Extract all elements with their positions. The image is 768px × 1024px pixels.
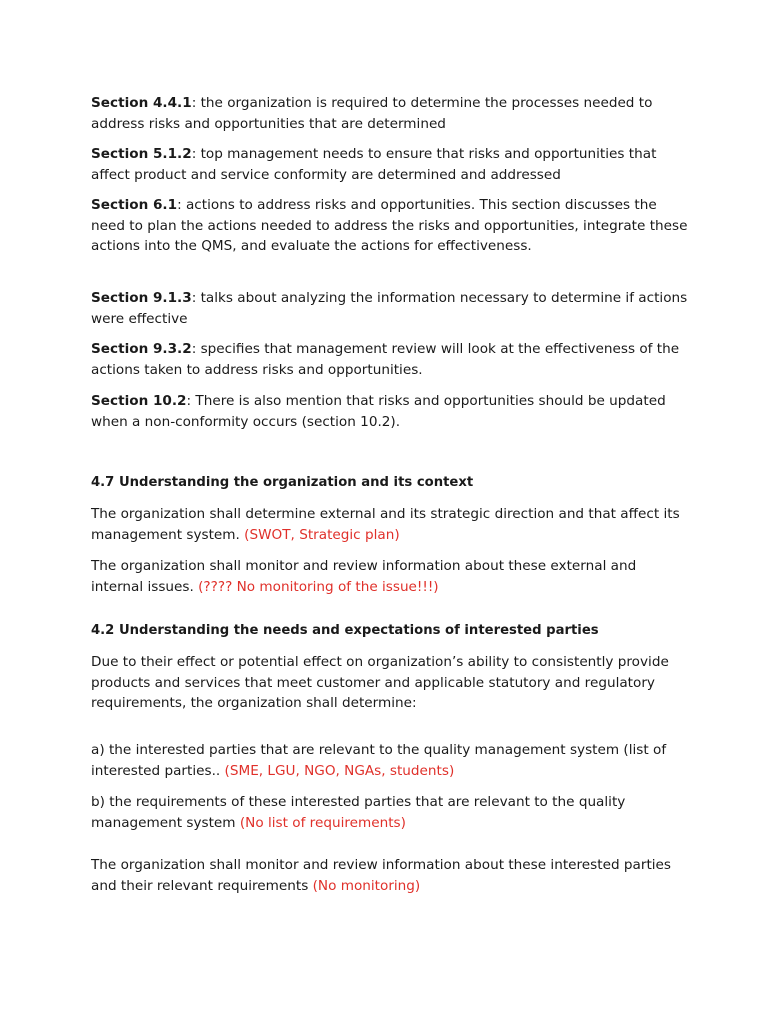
review-note: (SWOT, Strategic plan) [244,526,400,543]
parties-closing [91,855,691,896]
review-note: (No monitoring) [312,877,421,894]
section-text: : actions to address risks and opportunities. This section discusses the need to plan the actions needed to address the risks and opportunities, integrate these actions into the QMS, and evaluate the actions for effectiveness. [91,197,688,254]
review-note: (No list of requirements) [239,814,406,831]
section-9-3-2 [91,339,691,380]
context-paragraph-2 [91,556,691,597]
item-text: a) the interested parties that are relevant to the quality management system (list of interested parties.. [91,742,667,779]
section-label: Section 9.1.3 [91,290,192,306]
section-label: Section 4.4.1 [91,95,192,111]
parties-item-b [91,792,691,833]
section-label: Section 5.1.2 [91,146,192,162]
section-text: : the organization is required to determine the processes needed to address risks and opportunities that are determined [91,95,653,132]
section-9-1-3 [91,288,691,329]
section-text: : top management needs to ensure that risks and opportunities that affect product and service conformity are determined and addressed [91,146,657,183]
section-4-4-1 [91,93,691,134]
section-6-1 [91,195,691,257]
section-10-2 [91,391,691,432]
review-note: (SME, LGU, NGO, NGAs, students) [224,762,455,779]
context-paragraph-1 [91,504,691,545]
section-label: Section 9.3.2 [91,341,192,357]
section-text: : talks about analyzing the information necessary to determine if actions were effective [91,290,688,327]
section-text: : There is also mention that risks and opportunities should be updated when a non-conformity occurs (section 10.2). [91,393,666,430]
parties-intro: Due to their effect or potential effect on organization’s ability to consistently provide products and services that meet customer and applicable statutory and regulatory requirements, the organization shall determine: [91,654,669,711]
parties-heading: 4.2 Understanding the needs and expectations of interested parties [91,623,599,638]
paragraph-text: The organization shall monitor and review information about these external and internal issues. [91,558,637,595]
parties-item-a [91,740,691,781]
section-5-1-2 [91,144,691,185]
section-text: : specifies that management review will look at the effectiveness of the actions taken to address risks and opportunities. [91,341,680,378]
review-note: (???? No monitoring of the issue!!!) [198,578,439,595]
section-label: Section 10.2 [91,393,187,409]
paragraph-text: The organization shall monitor and review information about these interested parties and their relevant requirements [91,857,671,894]
item-text: b) the requirements of these interested parties that are relevant to the quality management system [91,794,626,831]
context-heading: 4.7 Understanding the organization and its context [91,475,474,490]
paragraph-text: The organization shall determine external and its strategic direction and that affect its management system. [91,506,680,543]
section-label: Section 6.1 [91,197,178,213]
